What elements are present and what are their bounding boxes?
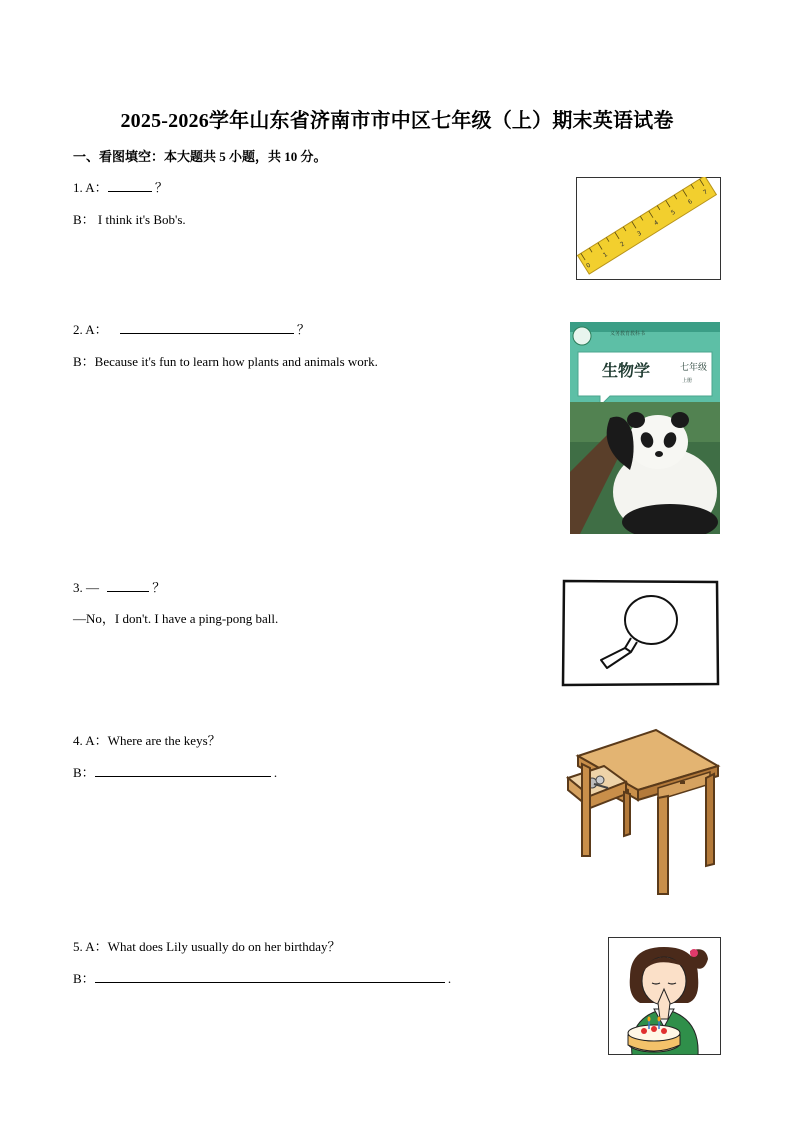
book-volume: 上册: [682, 378, 693, 384]
question-1-a: [73, 177, 168, 196]
question-5-b-prefix: B：: [73, 971, 95, 986]
desk-with-keys-icon: [564, 726, 724, 898]
ruler-number-3: 3: [635, 229, 643, 238]
biology-book-icon: [570, 322, 720, 534]
book-grade: 七年级: [680, 363, 708, 373]
question-4-a: 4. A：Where are the keys？: [73, 733, 221, 748]
ruler-number-0: 0: [585, 261, 593, 270]
question-3-a-suffix: ？: [149, 580, 166, 595]
question-3-a-prefix: 3. —: [73, 580, 99, 595]
question-2-blank[interactable]: [120, 321, 294, 334]
question-5-b: [73, 968, 451, 987]
question-2-a-suffix: ？: [293, 322, 310, 337]
question-3-a: [73, 577, 165, 596]
ping-pong-paddle-icon: [561, 578, 721, 688]
question-5-a: 5. A：What does Lily usually do on her birthday？: [73, 939, 341, 954]
question-1-a-suffix: ？: [151, 180, 168, 195]
question-1-b: B： I think it's Bob's.: [73, 212, 186, 227]
ruler-number-7: 7: [702, 188, 710, 197]
ruler-number-2: 2: [618, 240, 626, 249]
question-1-a-prefix: 1. A：: [73, 180, 108, 195]
question-2-b: B：Because it's fun to learn how plants and animals work.: [73, 354, 378, 369]
book-top-text: 义务教育教科书: [610, 331, 646, 337]
question-2-a-prefix: 2. A：: [73, 322, 108, 337]
girl-making-wish-icon: [608, 937, 721, 1055]
ruler-number-1: 1: [602, 251, 609, 260]
question-5-b-suffix: .: [444, 971, 452, 986]
question-4-b: [73, 762, 277, 781]
question-2-a: [73, 319, 310, 338]
ruler-number-4: 4: [652, 219, 660, 228]
section-heading: 一、看图填空：本大题共 5 小题，共 10 分。: [73, 149, 327, 164]
ruler-number-6: 6: [686, 198, 694, 207]
book-subject: 生物学: [602, 361, 651, 380]
ruler-number-5: 5: [669, 208, 677, 217]
question-4-b-prefix: B：: [73, 765, 95, 780]
question-1-blank[interactable]: [108, 179, 152, 192]
question-5-blank[interactable]: [95, 970, 445, 983]
ruler-icon: [576, 177, 722, 281]
question-4-blank[interactable]: [95, 764, 271, 777]
question-3-blank[interactable]: [107, 579, 149, 592]
page-title: 2025-2026学年山东省济南市市中区七年级（上）期末英语试卷: [120, 110, 674, 132]
question-4-b-suffix: .: [270, 765, 278, 780]
question-3-b: —No，I don't. I have a ping-pong ball.: [73, 611, 279, 626]
